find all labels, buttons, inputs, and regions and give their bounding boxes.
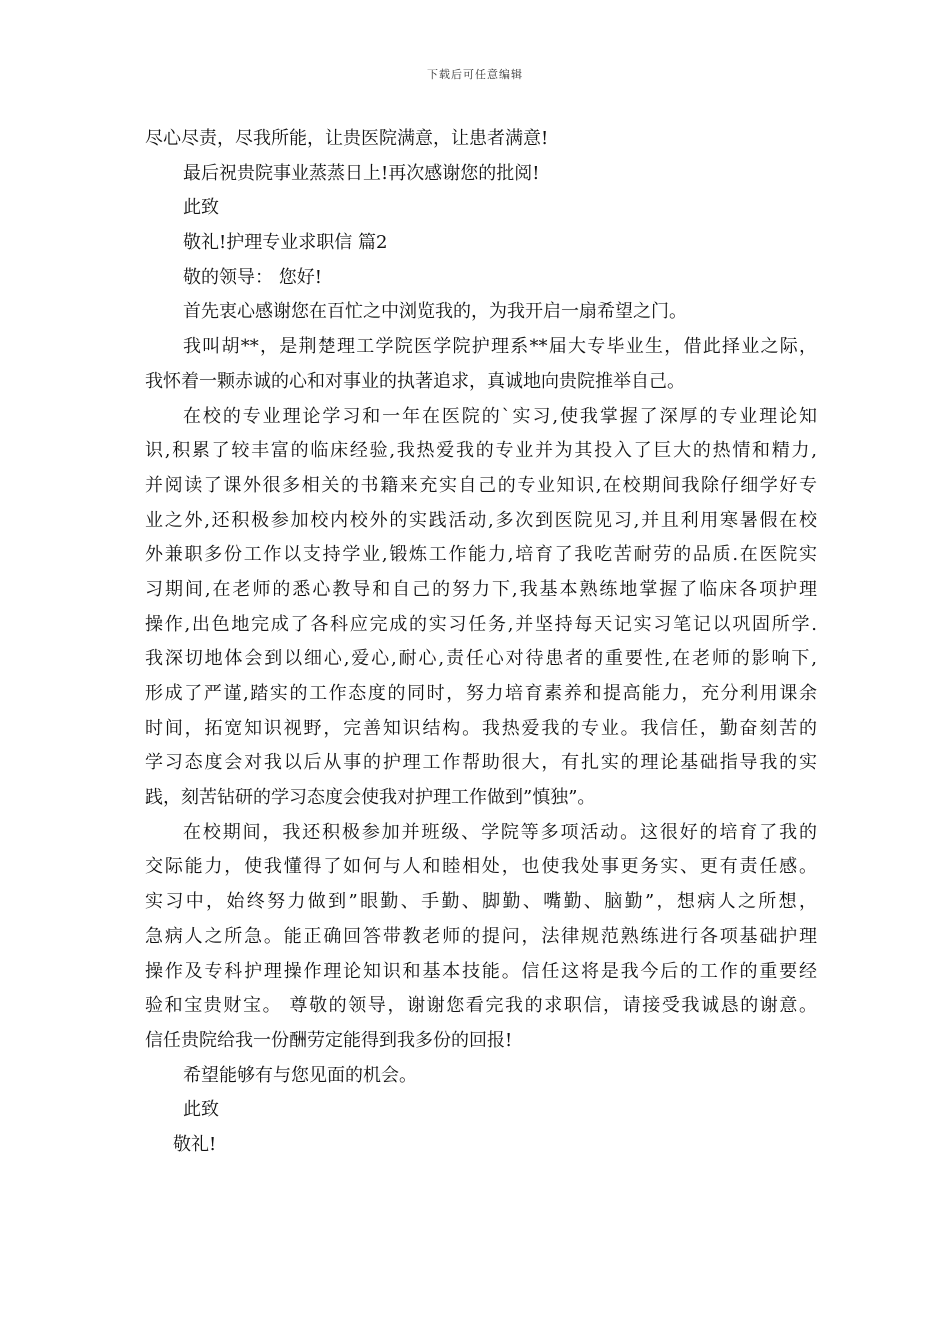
text-line: 并阅读了课外很多相关的书籍来充实自己的专业知识,在校期间我除仔细学好专 xyxy=(145,474,817,496)
text-line: 最后祝贵院事业蒸蒸日上!再次感谢您的批阅! xyxy=(183,162,540,184)
text-line: 交际能力，使我懂得了如何与人和睦相处，也使我处事更务实、更有责任感。 xyxy=(145,856,817,878)
text-line: 在校的专业理论学习和一年在医院的`实习,使我掌握了深厚的专业理论知 xyxy=(183,405,817,427)
text-line: 敬的领导： 您好! xyxy=(183,266,322,288)
text-line: 识,积累了较丰富的临床经验,我热爱我的专业并为其投入了巨大的热情和精力, xyxy=(145,440,817,462)
text-line: 尽心尽责，尽我所能，让贵医院满意，让患者满意! xyxy=(145,128,549,149)
text-line: 在校期间，我还积极参加并班级、学院等多项活动。这很好的培育了我的 xyxy=(183,821,817,843)
text-line: 学习态度会对我以后从事的护理工作帮助很大，有扎实的理论基础指导我的实 xyxy=(145,752,817,774)
text-line: 形成了严谨,踏实的工作态度的同时，努力培育素养和提高能力，充分利用课余 xyxy=(145,683,817,704)
text-line: 首先衷心感谢您在百忙之中浏览我的，为我开启一扇希望之门。 xyxy=(183,301,687,323)
text-line: 希望能够有与您见面的机会。 xyxy=(183,1064,417,1086)
text-line: 敬礼! xyxy=(173,1133,217,1155)
text-line: 实习中，始终努力做到”眼勤、手勤、脚勤、嘴勤、脑勤”，想病人之所想， xyxy=(145,891,817,913)
text-line: 急病人之所急。能正确回答带教老师的提问，法律规范熟练进行各项基础护理 xyxy=(145,925,817,947)
text-line: 时间，拓宽知识视野，完善知识结构。我热爱我的专业。我信任，勤奋刻苦的 xyxy=(145,717,817,739)
text-line: 我怀着一颗赤诚的心和对事业的执著追求，真诚地向贵院推举自己。 xyxy=(145,370,685,392)
text-line: 践，刻苦钻研的学习态度会使我对护理工作做到”慎独”。 xyxy=(145,787,596,809)
text-line: 信任贵院给我一份酬劳定能得到我多份的回报! xyxy=(145,1029,513,1051)
text-line: 操作,出色地完成了各科应完成的实习任务,并坚持每天记实习笔记以巩固所学. xyxy=(145,613,817,635)
text-line: 我叫胡**，是荆楚理工学院医学院护理系**届大专毕业生，借此择业之际， xyxy=(183,336,817,358)
text-line: 验和宝贵财宝。 尊敬的领导，谢谢您看完我的求职信，请接受我诚恳的谢意。 xyxy=(145,995,817,1017)
page-header: 下载后可任意编辑 xyxy=(427,68,523,81)
text-line: 此致 xyxy=(183,1099,219,1121)
text-line: 业之外,还积极参加校内校外的实践活动,多次到医院见习,并且利用寒暑假在校 xyxy=(145,509,817,531)
letter-body xyxy=(145,122,817,1163)
text-line: 操作及专科护理操作理论知识和基本技能。信任这将是我今后的工作的重要经 xyxy=(145,960,817,982)
text-line: 外兼职多份工作以支持学业,锻炼工作能力,培育了我吃苦耐劳的品质.在医院实 xyxy=(145,544,817,566)
text-line: 此致 xyxy=(183,197,219,219)
text-line: 习期间,在老师的悉心教导和自己的努力下,我基本熟练地掌握了临床各项护理 xyxy=(145,578,817,600)
text-line: 我深切地体会到以细心,爱心,耐心,责任心对待患者的重要性,在老师的影响下, xyxy=(145,648,817,670)
text-line: 敬礼!护理专业求职信 篇2 xyxy=(183,232,388,254)
